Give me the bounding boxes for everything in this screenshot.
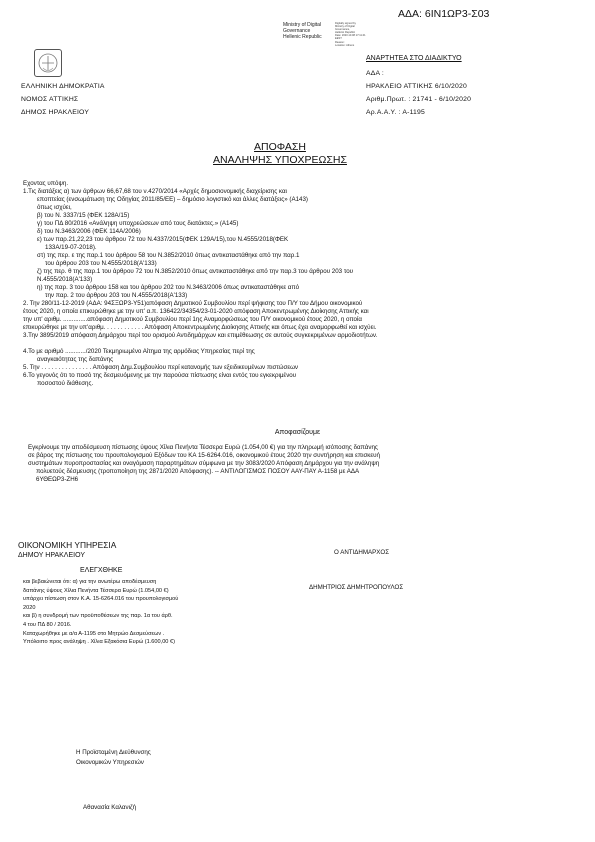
decision-line: Εγκρίνουμε την αποδέσμευση πίστωσης ύψους Χίλια Πενήντα Τέσσερα Ευρώ (1.054,00 €) για την πληρωμή ισόποσης δαπάνης <box>28 444 378 451</box>
ministry-line: Governance <box>283 28 311 34</box>
title-line: ΑΝΑΛΗΨΗΣ ΥΠΟΧΡΕΩΣΗΣ <box>213 154 347 166</box>
decision-line: σε βάρος της πίστωσης του προυπολογισμού Εξόδων του ΚΑ 15-6264.016, οικονομικού έτους 2020 την συντήρηση και επισκευή <box>28 452 380 459</box>
document-title <box>180 141 380 167</box>
certify-line: 4 του ΠΔ 80 / 2016. <box>23 621 72 628</box>
consideration-line: ε) των παρ.21,22,23 του άρθρου 72 του Ν.4337/2015(ΦΕΚ 129Α/15),του Ν.4555/2018(ΦΕΚ <box>37 236 289 243</box>
deputy-title: Ο ΑΝΤΙΔΗΜΑΡΧΟΣ <box>334 549 390 556</box>
certify-line: Καταχωρήθηκε με α/α Α-1195 στο Μητρώο Δεσμεύσεων . <box>23 630 165 637</box>
decision-text <box>28 444 588 484</box>
consideration-line <box>23 340 573 348</box>
intro-line: Εχοντας υπόψη. <box>23 180 69 187</box>
decision-line: συστημάτων πυροπροστασίας και οναγόμαση παραρτημάτων σύμφωνα με την 3083/2020 Απόφαση Δημάρχου για την ανάληψη <box>28 460 380 467</box>
consideration-line: 133Α/19-07-2018). <box>45 244 97 251</box>
signature-line: Ministry of Digital <box>335 25 355 29</box>
consideration-line: την παρ. 2 του άρθρου 203 του Ν.4555/2018(Α'133) <box>45 292 188 299</box>
consideration-line: στ) της περ. ε της παρ.1 του άρθρου 58 του Ν.3852/2010 όπως αντικαταστάθηκε από την παρ.1 <box>37 252 300 259</box>
coat-of-arms-icon <box>34 49 62 77</box>
ada-field: ΑΔΑ : <box>366 70 385 77</box>
signature-details <box>335 22 405 47</box>
consideration-line: δ) του Ν.3463/2006 (ΦΕΚ 114Α/2006) <box>37 228 141 235</box>
consideration-line: 4.Το με αριθμό ............/2020 Τεκμηριωμένο Αίτημα της αρμόδιας Υπηρεσίας περί της <box>23 348 255 355</box>
consideration-line: 5. Την . . . . . . . . . . . . . . . Απόφαση Δημ.Συμβουλίου περί κατανομής των εξειδικευμένων πιστώσεων <box>23 364 299 371</box>
signature-line: Hellenic Republic <box>335 31 356 35</box>
consideration-line: 1.Τις διατάξεις α) των άρθρων 66,67,68 του ν.4270/2014 «Αρχές δημοσιονομικής διαχείρισης και <box>23 188 287 195</box>
finance-head-title <box>76 748 151 768</box>
signature-line: Digitally signed by <box>335 22 356 25</box>
signature-line: Governance, <box>335 28 350 32</box>
certify-line: δαπάνης ύψους Χίλια Πενήντα Τέσσερα Ευρώ (1.054,00 €) <box>23 587 169 594</box>
decision-line: 6ΥΘΕΩΡ3-ΖΗ6 <box>36 476 79 483</box>
date-line: ΗΡΑΚΛΕΙΟ ΑΤΤΙΚΗΣ 6/10/2020 <box>366 83 467 90</box>
head-title-line: Η Προϊσταμένη Διεύθυνσης <box>76 749 151 756</box>
issuer-header <box>21 80 105 119</box>
finance-head-name: Αθανασία Καλανιζή <box>83 804 137 811</box>
ministry-line: Ministry of Digital <box>283 22 322 28</box>
consideration-line: γ) του ΠΔ 80/2016 «Ανάληψη υποχρεώσεων από τους διατάκτες.» (Α145) <box>37 220 239 227</box>
header-line: ΝΟΜΟΣ ΑΤΤΙΚΗΣ <box>21 96 79 103</box>
consideration-line: επικυρώθηκε με την υπ'αριθμ. . . . . . . . . . . . Απόφαση Αποκεντρωμένης Διοίκησης Αττικής και όπως έχει αναμορφωθεί και ισχύει. <box>23 324 377 331</box>
head-title-line: Οικονομικών Υπηρεσιών <box>76 759 144 766</box>
consideration-line: έτους 2020, η οποία επικυρώθηκε με την υπ' α.π. 136422/34354/23-01-2020 απόφαση Αποκεντρωμένης Διοίκησης Αττικής και <box>23 308 369 315</box>
decide-label: Αποφασίζουμε <box>274 429 321 436</box>
consideration-line: 6.Το γεγονός ότι το ποσό της δεσμευόμενης με την παρούσα πίστωσης είναι εντός του εγκεκριμένου <box>23 372 297 379</box>
considerations-list <box>23 188 573 388</box>
certify-line: και β) η συνδρομή των προϋποθέσεων της παρ. 1α του άρθ. <box>23 613 173 620</box>
signature-line: EEST <box>335 37 342 41</box>
finance-office <box>18 540 116 560</box>
considerations <box>23 180 573 388</box>
consideration-line: του άρθρου 203 του Ν.4555/2018(Α'133) <box>45 260 157 267</box>
finance-office-line: ΟΙΚΟΝΟΜΙΚΗ ΥΠΗΡΕΣΙΑ <box>18 540 117 550</box>
ada-code: ΑΔΑ: 6ΙΝ1ΩΡ3-Σ03 <box>398 8 490 20</box>
consideration-line: β) του Ν. 3337/15 (ΦΕΚ 128Α/15) <box>37 212 130 219</box>
certify-line: 2020 <box>23 604 36 611</box>
consideration-line: την υπ' αριθμ. ..............απόφαση Δημοτικού Συμβουλίου περί 1ης Αναμορφώσεως του Π/Υ οικονομικού έτους 2020, η οποία <box>23 316 362 323</box>
ministry-lines <box>283 22 343 40</box>
ministry-line: Hellenic Republic <box>283 34 322 40</box>
consideration-line: Ν.4555/2018(Α'133) <box>37 276 93 283</box>
consideration-line: εποπτείας (ενσωμάτωση της Οδηγίας 2011/85/ΕΕ) – δημόσιο λογιστικό και άλλες διατάξεις» (Α143) <box>37 196 308 203</box>
consideration-line: ποσοστού διάθεσης. <box>37 380 94 387</box>
posted-label: ΑΝΑΡΤΗΤΕΑ ΣΤΟ ΔΙΑΔΙΚΤΥΟ <box>366 55 462 62</box>
header-line: ΔΗΜΟΣ ΗΡΑΚΛΕΙΟΥ <box>21 109 90 116</box>
header-line: ΕΛΛΗΝΙΚΗ ΔΗΜΟΚΡΑΤΙΑ <box>21 83 105 90</box>
deputy-name: ΔΗΜΗΤΡΙΟΣ ΔΗΜΗΤΡΟΠΟΥΛΟΣ <box>309 584 404 591</box>
reference-header <box>366 67 471 119</box>
checked-label: ΕΛΕΓΧΘΗΚΕ <box>80 567 123 574</box>
aay-number: Αρ.Α.Α.Υ. : Α-1195 <box>366 109 425 116</box>
consideration-line: όπως ισχύει, <box>37 204 72 211</box>
decision-line: πολυετούς δέσμευσης (τροποποίηση της 2871/2020 Απόφασης). -- ΑΝΤΙΛΟΓΙΣΜΟΣ ΠΟΣΟΥ ΑΑΥ-ΠΑΥ Α-1158 με ΑΔΑ <box>36 468 360 475</box>
finance-office-line: ΔΗΜΟΥ ΗΡΑΚΛΕΙΟΥ <box>18 551 85 559</box>
certify-line: και βεβαιώνεται ότι: α) για την ανωτέρω αποδέσμευση <box>23 579 157 585</box>
signature-line: Reason: <box>335 40 345 44</box>
finance-certification <box>23 578 283 647</box>
consideration-line: 3.Την 3895/2019 απόφαση Δημάρχου περί του ορισμού Αντιδημάρχων και επιμέθεωσης σε αυτούς συγκεκριμένων αρμοδιοτήτων. <box>23 332 378 339</box>
title-line: ΑΠΟΦΑΣΗ <box>254 141 306 153</box>
protocol-number: Αριθμ.Πρωτ. : 21741 - 6/10/2020 <box>366 96 472 103</box>
consideration-line: 2. Την 280/11-12-2019 (ΑΔΑ: 94ΣΞΩΡ3-Υ51)απόφαση Δημοτικού Συμβουλίου περί ψήφισης του Π/Υ του Δήμου οικονομικού <box>23 300 363 307</box>
signature-line: Date: 2020.10.08 17:11:41 <box>335 34 366 38</box>
certify-line: υπάρχει πίστωση στον Κ.Α. 15-6264.016 του προυπολογισμού <box>23 596 179 603</box>
consideration-line: ζ) της περ. θ της παρ.1 του άρθρου 72 του Ν.3852/2010 όπως αντικαταστάθηκε από την παρ.3 του άρθρου 203 του <box>37 268 354 275</box>
consideration-line: αναγκαιότητας της δαπάνης <box>37 356 114 363</box>
certify-line: Υπόλοιπο προς ανάληψη . Χίλια Εξακόσια Ευρώ (1.600,00 €) <box>23 639 175 646</box>
signature-line: Location: Athens <box>335 43 355 47</box>
consideration-line: η) της παρ. 3 του άρθρου 158 και του άρθρου 202 του Ν.3463/2006 όπως αντικαταστάθηκε από <box>37 284 300 291</box>
